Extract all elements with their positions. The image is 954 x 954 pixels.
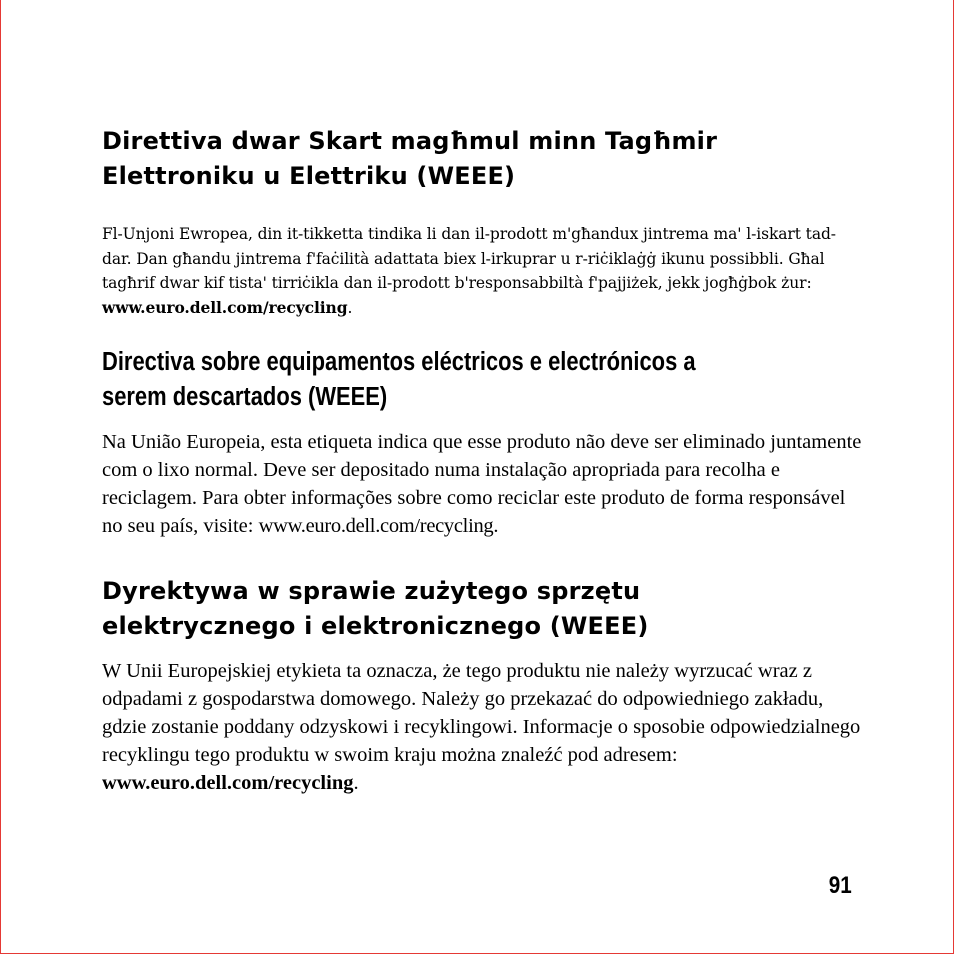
page-number: 91 [829,872,852,899]
section-heading [102,124,862,194]
recycling-link[interactable]: www.euro.dell.com/recycling [102,772,354,794]
heading-line-2: elektrycznego i elektronicznego (WEEE) [102,612,649,640]
body-text: Na União Europeia, esta etiqueta indica que esse produto não deve ser eliminado juntamente com o lixo normal. Deve ser depositado numa instalação apropriada para recolha e reciclagem. Para obter informações sobre como reciclar este produto de forma responsável no seu país, visite: [102,431,862,537]
section-body [102,428,862,540]
section-heading [102,574,862,644]
section-body [102,222,862,320]
heading-line-2: serem descartados (WEEE) [102,383,388,411]
section-weee-maltese [102,124,862,320]
section-weee-polish [102,574,862,797]
body-suffix: . [353,772,359,794]
heading-line-1: Dyrektywa w sprawie zużytego sprzętu [102,577,641,605]
recycling-link[interactable]: www.euro.dell.com/recycling [258,515,494,537]
recycling-link[interactable]: www.euro.dell.com/recycling [102,297,348,317]
body-text: Fl-Unjoni Ewropea, din it-tikketta tindika li dan il-prodott m'għandux jintrema ma' l-iskart tad-dar. Dan għandu jintrema f'faċilità adattata biex l-irkuprar u r-riċiklaġġ ikunu possibbli. Għal tagħrif dwar kif tista' tirriċikla dan il-prodott b'responsabbiltà f'pajjiżek, jekk jogħġbok żur: [102,225,836,292]
heading-line-2: Elettroniku u Elettriku (WEEE) [102,162,516,190]
body-suffix: . [347,298,353,317]
body-suffix: . [493,515,499,537]
section-heading [102,345,862,415]
section-weee-portuguese [102,345,862,540]
heading-line-1: Directiva sobre equipamentos eléctricos e electrónicos a [102,348,696,376]
section-body [102,657,862,797]
body-text: W Unii Europejskiej etykieta ta oznacza, że tego produktu nie należy wyrzucać wraz z odpadami z gospodarstwa domowego. Należy go przekazać do odpowiedniego zakładu, gdzie zostanie poddany odzyskowi i recyklingowi. Informacje o sposobie odpowiedzialnego recyklingu tego produktu w swoim kraju można znaleźć pod adresem: [102,660,861,766]
heading-line-1: Direttiva dwar Skart magħmul minn Tagħmir [102,127,718,155]
